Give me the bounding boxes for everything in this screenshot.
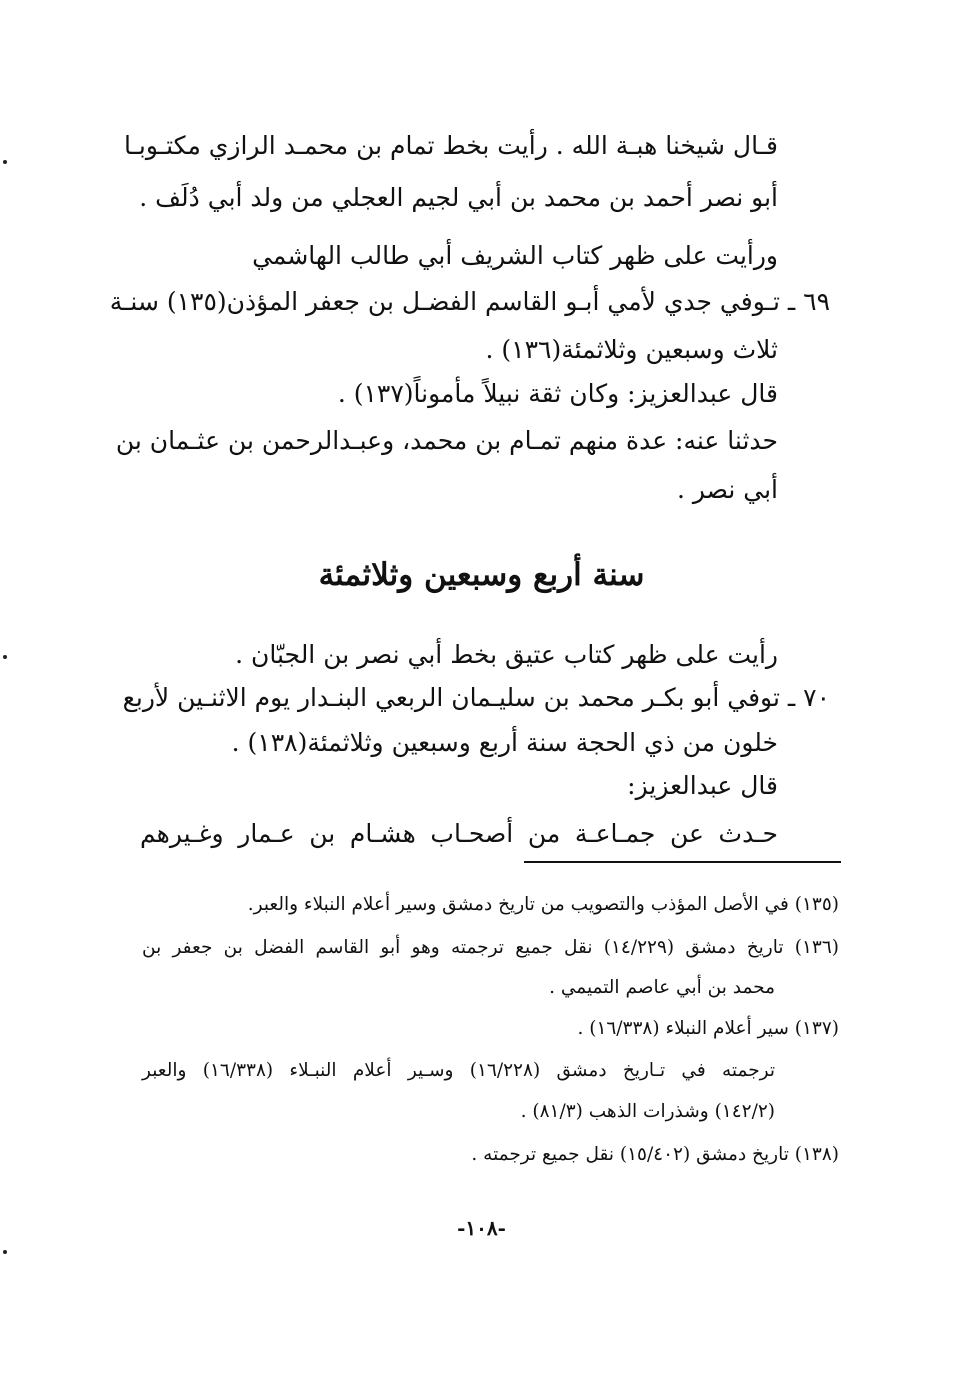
- entry-70-line: خلون من ذي الحجة سنة أربع وسبعين وثلاثمئة(١٣٨) .: [231, 728, 778, 757]
- footnote-135: (١٣٥) في الأصل المؤذب والتصويب من تاريخ دمشق وسير أعلام النبلاء والعبر.: [247, 894, 839, 915]
- page-number: -١٠٨-: [457, 1216, 506, 1240]
- entry-70-line: ٧٠ ـ توفي أبو بكـر محمد بن سليـمان الربعي البنـدار يوم الاثنـين لأربع: [122, 683, 830, 712]
- footnote-136: (١٣٦) تاريخ دمشق (١٤/٢٢٩) نقل جميع ترجمته وهو أبو القاسم الفضل بن جعفر بن: [142, 937, 839, 958]
- body-text-line: رأيت على ظهر كتاب عتيق بخط أبي نصر بن الجبّان .: [235, 640, 778, 669]
- footnote-137-cont: (١٤٢/٢) وشذرات الذهب (٨١/٣) .: [520, 1101, 775, 1122]
- scan-edge-mark: [3, 655, 7, 659]
- body-text-line: ورأيت على ظهر كتاب الشريف أبي طالب الهاشمي: [252, 241, 778, 270]
- body-text-line: قـال شيخنا هبـة الله . رأيت بخط تمام بن محمـد الرازي مكتـوبـا: [123, 131, 778, 160]
- footnote-137: (١٣٧) سير أعلام النبلاء (١٦/٣٣٨) .: [577, 1018, 839, 1039]
- footnote-136-cont: محمد بن أبي عاصم التميمي .: [549, 977, 775, 998]
- entry-69-line: ٦٩ ـ تـوفي جدي لأمي أبـو القاسم الفضـل بن جعفر المؤذن(١٣٥) سنـة: [109, 287, 830, 316]
- entry-69-line: ثلاث وسبعين وثلاثمئة(١٣٦) .: [485, 335, 778, 364]
- footnote-137-cont: ترجمته في تـاريخ دمشق (١٦/٢٢٨) وسـير أعلام النبـلاء (١٦/٣٣٨) والعبر: [142, 1060, 775, 1081]
- scan-edge-mark: [3, 1250, 7, 1254]
- entry-69-line: قال عبدالعزيز: وكان ثقة نبيلاً مأموناً(١٣٧) .: [337, 379, 778, 408]
- entry-70-line: حـدث عن جمـاعـة من أصحـاب هشـام بن عـمار وغـيرهم: [140, 819, 778, 848]
- footnote-138: (١٣٨) تاريخ دمشق (١٥/٤٠٢) نقل جميع ترجمته .: [471, 1144, 839, 1165]
- entry-69-line: أبي نصر .: [676, 475, 778, 504]
- body-text-line: أبو نصر أحمد بن محمد بن أبي لجيم العجلي من ولد أبي دُلَف .: [139, 183, 778, 212]
- footnote-divider: [524, 861, 841, 863]
- scan-edge-mark: [3, 160, 7, 164]
- entry-69-line: حدثنا عنه: عدة منهم تمـام بن محمد، وعبـدالرحمن بن عثـمان بن: [115, 426, 778, 455]
- section-heading: سنة أربع وسبعين وثلاثمئة: [318, 557, 645, 593]
- entry-70-line: قال عبدالعزيز:: [627, 771, 778, 800]
